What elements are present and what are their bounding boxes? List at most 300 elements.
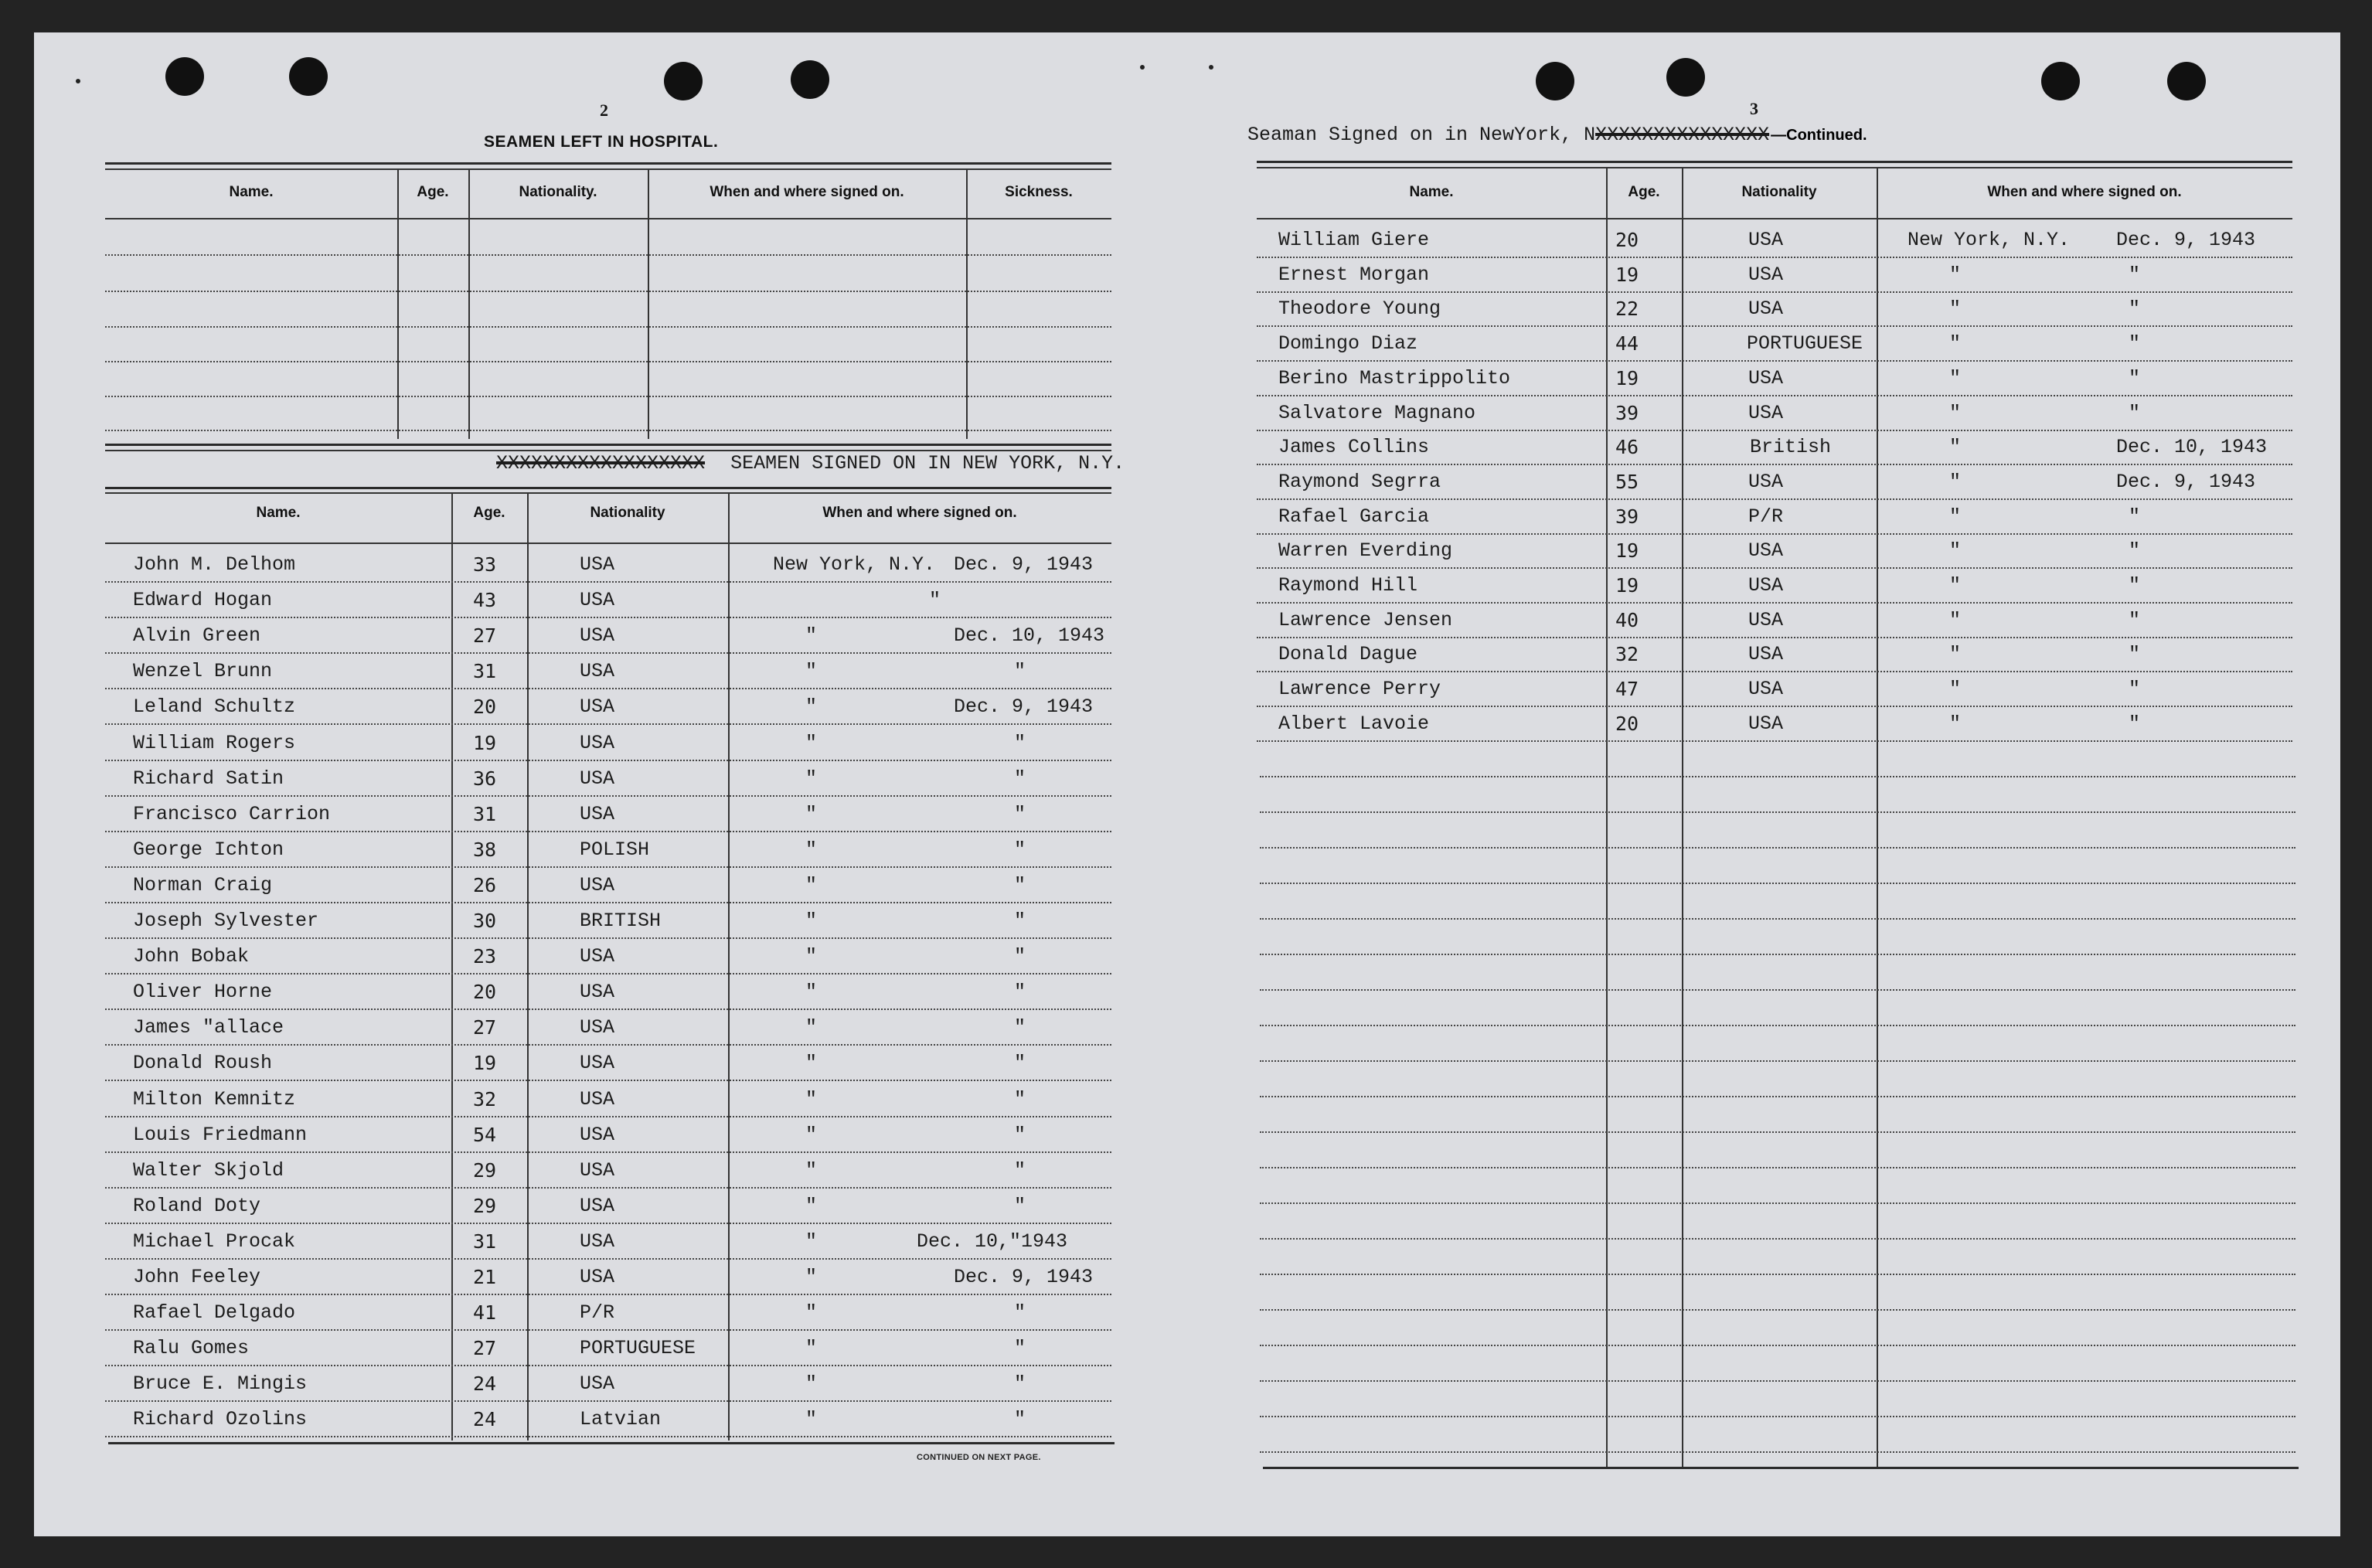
punch-hole xyxy=(664,62,703,100)
dotted-row-line xyxy=(1257,498,2292,500)
crew-age: 31 xyxy=(473,803,497,825)
right-title-prefix: Seaman Signed on in NewYork, N xyxy=(1247,124,1596,146)
crew-nationality: USA xyxy=(580,1195,615,1217)
dotted-row-line xyxy=(1257,637,2292,638)
signed-on-place: " xyxy=(1949,678,1962,700)
crew-name: Oliver Horne xyxy=(133,981,273,1003)
crew-nationality: USA xyxy=(1748,298,1784,320)
dotted-row-line xyxy=(105,1329,1111,1331)
crew-name: Bruce E. Mingis xyxy=(133,1372,308,1395)
dotted-row-line xyxy=(105,1008,1111,1010)
signed-on-place: " xyxy=(1949,471,1962,493)
dotted-row-line xyxy=(105,652,1111,654)
right-page-title xyxy=(1247,124,1867,146)
dotted-row-line xyxy=(105,1365,1111,1366)
signed-on-place: " xyxy=(805,981,818,1003)
dotted-row-line xyxy=(105,973,1111,974)
signed-on-place: " xyxy=(1949,539,1962,562)
signed-on-title-text: SEAMEN SIGNED ON IN NEW YORK, N.Y. xyxy=(730,452,1125,474)
rule xyxy=(108,1442,1115,1444)
dotted-row-line xyxy=(1257,291,2292,293)
signed-on-place: " xyxy=(805,1266,818,1288)
dotted-row-line xyxy=(105,1080,1111,1081)
dotted-row-line xyxy=(105,1187,1111,1189)
signed-on-date: " xyxy=(2129,574,2141,597)
dotted-row-line xyxy=(105,723,1111,725)
dotted-row-line xyxy=(1260,1167,2295,1168)
dotted-row-line xyxy=(1257,325,2292,327)
crew-age: 40 xyxy=(1615,609,1639,631)
rule xyxy=(105,543,1111,544)
struck-out-text: XXXXXXXXXXXXXXX xyxy=(1595,124,1770,146)
page-number-left: 2 xyxy=(600,100,608,120)
dotted-row-line xyxy=(1260,883,2295,884)
signed-on-date: " xyxy=(1014,660,1026,682)
crew-name: John Feeley xyxy=(133,1266,261,1288)
rule xyxy=(1257,161,2292,163)
right-header-age: Age. xyxy=(1628,184,1660,200)
signed-on-place: " xyxy=(1949,332,1962,355)
document-sheet xyxy=(34,32,2340,1536)
signed-on-date: " xyxy=(1014,874,1026,896)
signed-on-place: " xyxy=(805,1195,818,1217)
signed-on-place: " xyxy=(805,945,818,968)
crew-name: Richard Satin xyxy=(133,767,284,790)
dotted-row-line xyxy=(105,1223,1111,1224)
punch-hole xyxy=(2167,62,2206,100)
column-divider xyxy=(966,170,968,439)
signed-on-date: " xyxy=(2129,643,2141,665)
crew-name: Francisco Carrion xyxy=(133,803,331,825)
column-divider xyxy=(728,494,730,1440)
crew-name: Donald Roush xyxy=(133,1052,273,1074)
crew-age: 19 xyxy=(1615,574,1639,597)
crew-name: Salvatore Magnano xyxy=(1278,402,1476,424)
signed-on-date: Dec. 9, 1943 xyxy=(954,553,1094,576)
signed-on-date: " xyxy=(2129,609,2141,631)
signed-on-place: " xyxy=(1949,643,1962,665)
signed-on-place: " xyxy=(1949,574,1962,597)
signed-on-date: " xyxy=(2129,505,2141,528)
column-divider xyxy=(397,170,399,439)
right-header-signed-on: When and where signed on. xyxy=(1987,184,2182,200)
crew-nationality: USA xyxy=(580,589,615,611)
column-divider xyxy=(1682,168,1683,1467)
dotted-row-line xyxy=(1260,1345,2295,1346)
signed-on-place: " xyxy=(1949,367,1962,389)
signed-on-date: " xyxy=(1014,732,1026,754)
dotted-row-line xyxy=(105,254,1111,256)
signed-on-date: " xyxy=(1014,910,1026,932)
punch-hole xyxy=(165,57,204,96)
crew-nationality: USA xyxy=(1748,539,1784,562)
signed-on-date: Dec. 9, 1943 xyxy=(2116,471,2256,493)
crew-nationality: USA xyxy=(1748,574,1784,597)
signed-on-place: " xyxy=(805,1372,818,1395)
punch-hole xyxy=(289,57,328,96)
crew-age: 26 xyxy=(473,874,497,896)
signed-on-place: " xyxy=(805,1016,818,1039)
signed-on-place: New York, N.Y. xyxy=(1907,229,2071,251)
crew-name: Richard Ozolins xyxy=(133,1408,308,1430)
speck xyxy=(1140,65,1145,70)
crew-age: 19 xyxy=(1615,539,1639,562)
crew-age: 33 xyxy=(473,553,497,576)
dotted-row-line xyxy=(1260,1131,2295,1133)
signed-on-place: " xyxy=(805,1230,818,1253)
dotted-row-line xyxy=(1257,706,2292,707)
dotted-row-line xyxy=(1257,464,2292,465)
signed-on-date: " xyxy=(2129,713,2141,735)
crew-age: 24 xyxy=(473,1408,497,1430)
crew-age: 27 xyxy=(473,1337,497,1359)
crew-age: 38 xyxy=(473,838,497,861)
signed-on-place: New York, N.Y. xyxy=(773,553,936,576)
signed-on-place: " xyxy=(1949,298,1962,320)
dotted-row-line xyxy=(105,831,1111,832)
dotted-row-line xyxy=(1260,1380,2295,1382)
signed-on-section-title xyxy=(496,452,1125,474)
rule xyxy=(105,444,1111,446)
signed-on-place: " xyxy=(805,1408,818,1430)
dotted-row-line xyxy=(105,1116,1111,1117)
column-divider xyxy=(1877,168,1878,1467)
crew-nationality: PORTUGUESE xyxy=(1747,332,1863,355)
dotted-row-line xyxy=(1260,1416,2295,1417)
continued-footer: CONTINUED ON NEXT PAGE. xyxy=(917,1453,1041,1462)
crew-age: 44 xyxy=(1615,332,1639,355)
signed-on-date: " xyxy=(2129,402,2141,424)
struck-out-text: XXXXXXXXXXXXXXXXXX xyxy=(496,452,706,474)
crew-nationality: USA xyxy=(580,660,615,682)
signed-on-date: " xyxy=(1014,1088,1026,1111)
crew-nationality: USA xyxy=(580,1088,615,1111)
signed-header-nationality: Nationality xyxy=(590,505,665,521)
crew-name: John Bobak xyxy=(133,945,250,968)
crew-name: Rafael Delgado xyxy=(133,1301,296,1324)
continued-label: Continued. xyxy=(1786,127,1867,144)
rule xyxy=(1257,167,2292,168)
signed-on-date: Dec. 9, 1943 xyxy=(954,696,1094,718)
crew-age: 29 xyxy=(473,1195,497,1217)
dotted-row-line xyxy=(105,1294,1111,1295)
crew-nationality: USA xyxy=(580,1016,615,1039)
crew-age: 41 xyxy=(473,1301,497,1324)
rule xyxy=(105,162,1111,165)
signed-on-date: " xyxy=(1014,1052,1026,1074)
signed-on-date: " xyxy=(1014,1408,1026,1430)
signed-on-place: " xyxy=(805,838,818,861)
dotted-row-line xyxy=(105,617,1111,618)
dotted-row-line xyxy=(1257,430,2292,431)
dotted-row-line xyxy=(1257,395,2292,396)
signed-on-date: " xyxy=(1014,1301,1026,1324)
signed-on-date: Dec. 10, 1943 xyxy=(954,624,1105,647)
dotted-row-line xyxy=(1260,1309,2295,1311)
crew-name: William Giere xyxy=(1278,229,1430,251)
page-number-right: 3 xyxy=(1750,99,1758,118)
signed-on-place: " xyxy=(1949,609,1962,631)
signed-on-place: " xyxy=(1949,436,1962,458)
crew-name: Berino Mastrippolito xyxy=(1278,367,1511,389)
signed-on-place: " xyxy=(805,1337,818,1359)
crew-nationality: USA xyxy=(1748,678,1784,700)
crew-name: James "allace xyxy=(133,1016,284,1039)
crew-name: Leland Schultz xyxy=(133,696,296,718)
signed-on-place: " xyxy=(805,1301,818,1324)
crew-age: 20 xyxy=(473,696,497,718)
crew-nationality: USA xyxy=(580,874,615,896)
dotted-row-line xyxy=(105,430,1111,431)
dotted-row-line xyxy=(1260,776,2295,777)
signed-on-date: " xyxy=(1014,803,1026,825)
dotted-row-line xyxy=(105,937,1111,939)
dotted-row-line xyxy=(105,1436,1111,1437)
crew-nationality: USA xyxy=(1748,713,1784,735)
crew-nationality: PORTUGUESE xyxy=(580,1337,696,1359)
dotted-row-line xyxy=(1260,1060,2295,1062)
crew-nationality: USA xyxy=(580,803,615,825)
punch-hole xyxy=(1536,62,1574,100)
punch-hole xyxy=(1666,58,1705,97)
crew-name: Michael Procak xyxy=(133,1230,296,1253)
signed-on-date: " xyxy=(1014,1337,1026,1359)
right-title-continued: —Continued. xyxy=(1771,127,1867,144)
signed-on-place: " xyxy=(805,660,818,682)
dotted-row-line xyxy=(105,688,1111,689)
signed-on-date: " xyxy=(1014,1195,1026,1217)
crew-name: Wenzel Brunn xyxy=(133,660,273,682)
signed-on-place: " xyxy=(805,1124,818,1146)
crew-age: 20 xyxy=(473,981,497,1003)
speck xyxy=(1209,65,1213,70)
crew-nationality: USA xyxy=(580,732,615,754)
dotted-row-line xyxy=(1260,1025,2295,1026)
dotted-row-line xyxy=(1260,918,2295,920)
signed-on-date: " xyxy=(1014,981,1026,1003)
signed-on-place: " xyxy=(805,1159,818,1182)
crew-nationality: USA xyxy=(1748,609,1784,631)
crew-age: 27 xyxy=(473,1016,497,1039)
signed-on-place: " xyxy=(805,1052,818,1074)
crew-nationality: USA xyxy=(580,553,615,576)
dotted-row-line xyxy=(1257,360,2292,362)
signed-on-date: " xyxy=(1014,838,1026,861)
dotted-row-line xyxy=(1260,811,2295,813)
rule xyxy=(105,450,1111,451)
crew-name: Lawrence Jensen xyxy=(1278,609,1453,631)
dotted-row-line xyxy=(105,1044,1111,1046)
signed-on-place: " xyxy=(805,874,818,896)
crew-nationality: P/R xyxy=(580,1301,615,1324)
crew-nationality: British xyxy=(1750,436,1832,458)
dotted-row-line xyxy=(1260,1202,2295,1204)
crew-nationality: USA xyxy=(580,624,615,647)
crew-name: Roland Doty xyxy=(133,1195,261,1217)
signed-header-signed-on: When and where signed on. xyxy=(822,505,1017,521)
dotted-row-line xyxy=(105,866,1111,868)
signed-on-date: " xyxy=(1014,1372,1026,1395)
crew-nationality: USA xyxy=(1748,229,1784,251)
crew-nationality: USA xyxy=(1748,471,1784,493)
crew-name: Lawrence Perry xyxy=(1278,678,1441,700)
crew-age: 23 xyxy=(473,945,497,968)
crew-name: Joseph Sylvester xyxy=(133,910,319,932)
crew-name: Walter Skjold xyxy=(133,1159,284,1182)
signed-on-place: " xyxy=(805,732,818,754)
signed-on-date: " xyxy=(1014,1016,1026,1039)
signed-on-place: " xyxy=(805,767,818,790)
dotted-row-line xyxy=(1257,671,2292,672)
dotted-row-line xyxy=(1257,533,2292,535)
dotted-row-line xyxy=(105,361,1111,362)
dotted-row-line xyxy=(105,760,1111,761)
column-divider xyxy=(1606,168,1608,1467)
signed-on-date: " xyxy=(929,589,941,611)
signed-on-date: " xyxy=(2129,264,2141,286)
dotted-row-line xyxy=(1260,989,2295,991)
crew-age: 31 xyxy=(473,660,497,682)
dotted-row-line xyxy=(105,396,1111,397)
crew-age: 19 xyxy=(1615,264,1639,286)
rule xyxy=(105,168,1111,170)
crew-name: James Collins xyxy=(1278,436,1430,458)
crew-name: William Rogers xyxy=(133,732,296,754)
rule xyxy=(1257,218,2292,219)
crew-name: Milton Kemnitz xyxy=(133,1088,296,1111)
signed-on-date: Dec. 9, 1943 xyxy=(954,1266,1094,1288)
rule xyxy=(105,218,1111,219)
crew-nationality: USA xyxy=(1748,402,1784,424)
signed-on-date: " xyxy=(2129,367,2141,389)
crew-age: 24 xyxy=(473,1372,497,1395)
crew-nationality: USA xyxy=(580,1124,615,1146)
signed-on-date: " xyxy=(2129,332,2141,355)
crew-age: 46 xyxy=(1615,436,1639,458)
crew-age: 19 xyxy=(473,1052,497,1074)
crew-nationality: USA xyxy=(1748,367,1784,389)
signed-header-age: Age. xyxy=(473,505,505,521)
right-header-name: Name. xyxy=(1409,184,1454,200)
signed-on-date: " xyxy=(1014,945,1026,968)
dotted-row-line xyxy=(105,1258,1111,1260)
crew-name: Louis Friedmann xyxy=(133,1124,308,1146)
rule xyxy=(105,492,1111,494)
crew-name: Ernest Morgan xyxy=(1278,264,1430,286)
crew-name: Edward Hogan xyxy=(133,589,273,611)
crew-age: 32 xyxy=(1615,643,1639,665)
hospital-header-nationality: Nationality. xyxy=(519,184,597,200)
crew-name: Donald Dague xyxy=(1278,643,1418,665)
crew-nationality: Latvian xyxy=(580,1408,662,1430)
signed-on-place: " xyxy=(805,1088,818,1111)
crew-age: 47 xyxy=(1615,678,1639,700)
dotted-row-line xyxy=(1260,1238,2295,1240)
crew-name: Warren Everding xyxy=(1278,539,1453,562)
dotted-row-line xyxy=(105,581,1111,583)
punch-hole xyxy=(791,60,829,99)
dotted-row-line xyxy=(1260,954,2295,955)
dotted-row-line xyxy=(105,291,1111,292)
crew-name: Alvin Green xyxy=(133,624,261,647)
crew-nationality: USA xyxy=(580,1230,615,1253)
signed-on-date: " xyxy=(2129,539,2141,562)
crew-age: 27 xyxy=(473,624,497,647)
dotted-row-line xyxy=(1260,847,2295,849)
signed-on-date: " xyxy=(2129,298,2141,320)
signed-on-place: " xyxy=(805,624,818,647)
signed-on-place: " xyxy=(805,910,818,932)
column-divider xyxy=(451,494,453,1440)
crew-age: 30 xyxy=(473,910,497,932)
dotted-row-line xyxy=(105,1400,1111,1402)
signed-on-place: " xyxy=(1949,264,1962,286)
crew-name: Raymond Segrra xyxy=(1278,471,1441,493)
dotted-row-line xyxy=(105,902,1111,903)
crew-age: 39 xyxy=(1615,505,1639,528)
crew-nationality: USA xyxy=(580,945,615,968)
crew-name: Raymond Hill xyxy=(1278,574,1418,597)
dotted-row-line xyxy=(1257,257,2292,258)
dotted-row-line xyxy=(1260,1096,2295,1097)
hospital-header-name: Name. xyxy=(229,184,274,200)
crew-nationality: P/R xyxy=(1748,505,1784,528)
signed-on-date: " xyxy=(2129,678,2141,700)
crew-nationality: USA xyxy=(580,1372,615,1395)
rule xyxy=(105,487,1111,489)
signed-header-name: Name. xyxy=(256,505,301,521)
crew-age: 29 xyxy=(473,1159,497,1182)
signed-on-place: " xyxy=(1949,505,1962,528)
signed-on-place: " xyxy=(1949,402,1962,424)
speck xyxy=(76,79,80,83)
column-divider xyxy=(468,170,470,439)
hospital-header-signed-on: When and where signed on. xyxy=(710,184,904,200)
crew-nationality: USA xyxy=(580,981,615,1003)
signed-on-date: Dec. 10, 1943 xyxy=(2116,436,2268,458)
dotted-row-line xyxy=(1257,602,2292,604)
signed-on-date: Dec. 10,"1943 xyxy=(917,1230,1068,1253)
crew-age: 55 xyxy=(1615,471,1639,493)
crew-nationality: USA xyxy=(1748,643,1784,665)
crew-age: 19 xyxy=(1615,367,1639,389)
dotted-row-line xyxy=(1260,1274,2295,1275)
signed-on-place: " xyxy=(1949,713,1962,735)
crew-nationality: USA xyxy=(580,1266,615,1288)
dotted-row-line xyxy=(1257,567,2292,569)
signed-on-place: " xyxy=(805,803,818,825)
crew-age: 20 xyxy=(1615,713,1639,735)
signed-on-date: " xyxy=(1014,767,1026,790)
signed-on-date: " xyxy=(1014,1159,1026,1182)
dotted-row-line xyxy=(105,326,1111,328)
signed-on-place: " xyxy=(805,696,818,718)
rule xyxy=(1263,1467,2299,1469)
punch-hole xyxy=(2041,62,2080,100)
hospital-header-sickness: Sickness. xyxy=(1005,184,1073,200)
signed-on-date: " xyxy=(1014,1124,1026,1146)
crew-nationality: USA xyxy=(580,696,615,718)
crew-age: 43 xyxy=(473,589,497,611)
crew-nationality: POLISH xyxy=(580,838,650,861)
hospital-section-title: SEAMEN LEFT IN HOSPITAL. xyxy=(484,133,719,151)
crew-name: Domingo Diaz xyxy=(1278,332,1418,355)
signed-on-date: Dec. 9, 1943 xyxy=(2116,229,2256,251)
crew-age: 31 xyxy=(473,1230,497,1253)
right-header-nationality: Nationality xyxy=(1741,184,1817,200)
crew-age: 39 xyxy=(1615,402,1639,424)
crew-nationality: USA xyxy=(580,1159,615,1182)
